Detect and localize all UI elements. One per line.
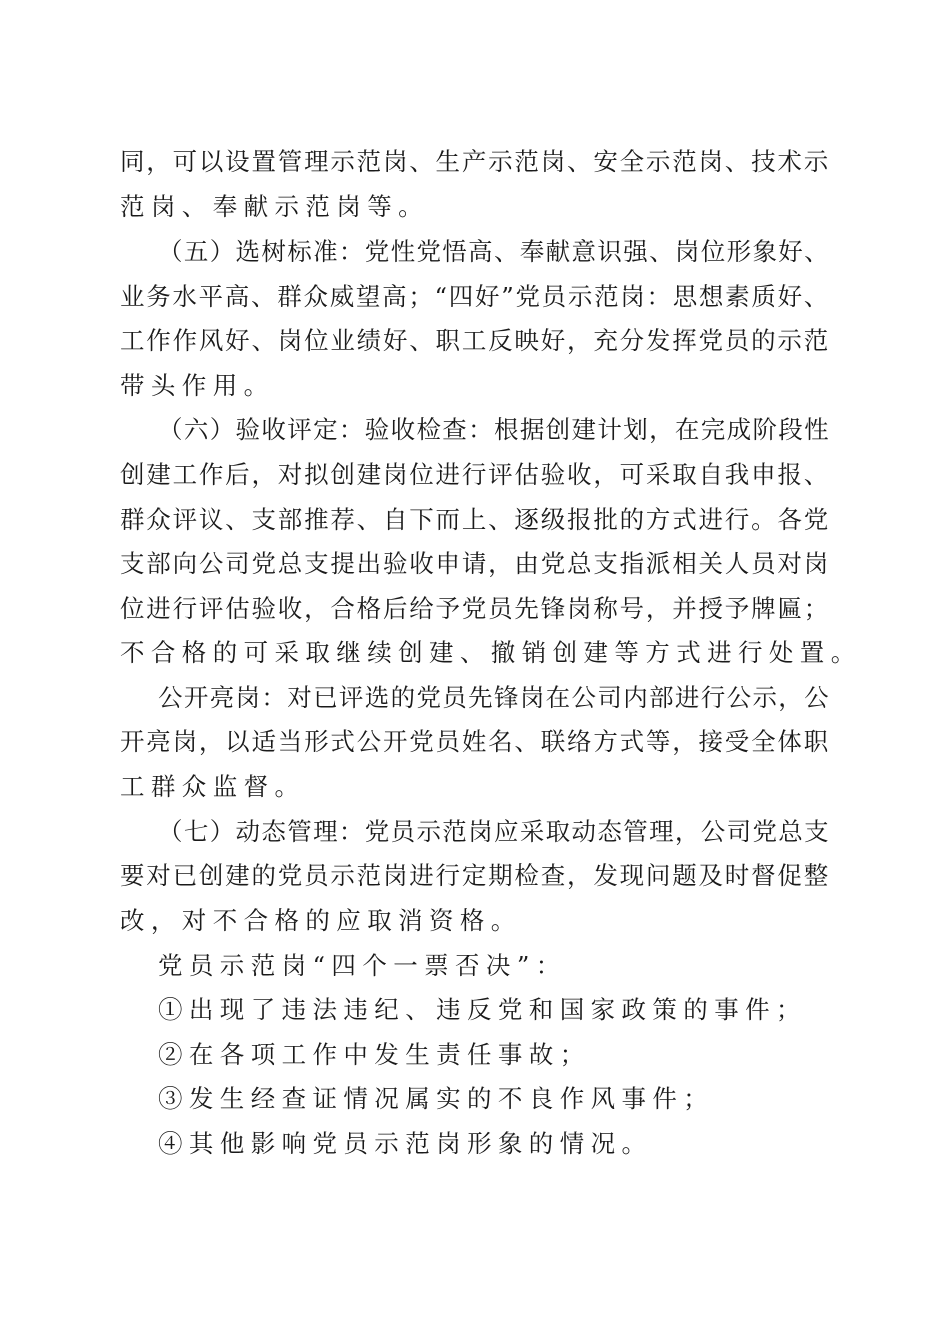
veto-list-item: ①出现了违法违纪、违反党和国家政策的事件；	[158, 995, 807, 1024]
veto-list-item: ④其他影响党员示范岗形象的情况。	[158, 1129, 653, 1158]
text-line: 开亮岗，以适当形式公开党员姓名、联络方式等，接受全体职	[120, 727, 830, 756]
text-line: 业务水平高、群众威望高；“四好”党员示范岗：思想素质好、	[120, 282, 830, 311]
text-line: 范岗、奉献示范岗等。	[120, 192, 429, 221]
text-line: 要对已创建的党员示范岗进行定期检查，发现问题及时督促整	[120, 861, 830, 890]
text-line: 同，可以设置管理示范岗、生产示范岗、安全示范岗、技术示	[120, 147, 830, 176]
section-five-heading-line: （五）选树标准：党性党悟高、奉献意识强、岗位形象好、	[158, 237, 830, 266]
public-post-paragraph-line: 公开亮岗：对已评选的党员先锋岗在公司内部进行公示，公	[158, 683, 830, 712]
text-line: 位进行评估验收，合格后给予党员先锋岗称号，并授予牌匾；	[120, 594, 830, 623]
veto-list-item: ③发生经查证情况属实的不良作风事件；	[158, 1084, 715, 1113]
text-line: 创建工作后，对拟创建岗位进行评估验收，可采取自我申报、	[120, 460, 830, 489]
section-seven-heading-line: （七）动态管理：党员示范岗应采取动态管理，公司党总支	[158, 817, 830, 846]
text-line: 支部向公司党总支提出验收申请，由党总支指派相关人员对岗	[120, 549, 830, 578]
text-line: 改，对不合格的应取消资格。	[120, 906, 522, 935]
text-line: 工群众监督。	[120, 772, 306, 801]
section-six-heading-line: （六）验收评定：验收检查：根据创建计划，在完成阶段性	[158, 415, 830, 444]
text-line: 带头作用。	[120, 371, 275, 400]
veto-list-item: ②在各项工作中发生责任事故；	[158, 1040, 591, 1069]
text-line: 不合格的可采取继续创建、撤销创建等方式进行处置。	[120, 638, 862, 667]
text-line: 群众评议、支部推荐、自下而上、逐级报批的方式进行。各党	[120, 505, 830, 534]
veto-list-heading: 党员示范岗“四个一票否决”：	[158, 951, 567, 980]
text-line: 工作作风好、岗位业绩好、职工反映好，充分发挥党员的示范	[120, 326, 830, 355]
